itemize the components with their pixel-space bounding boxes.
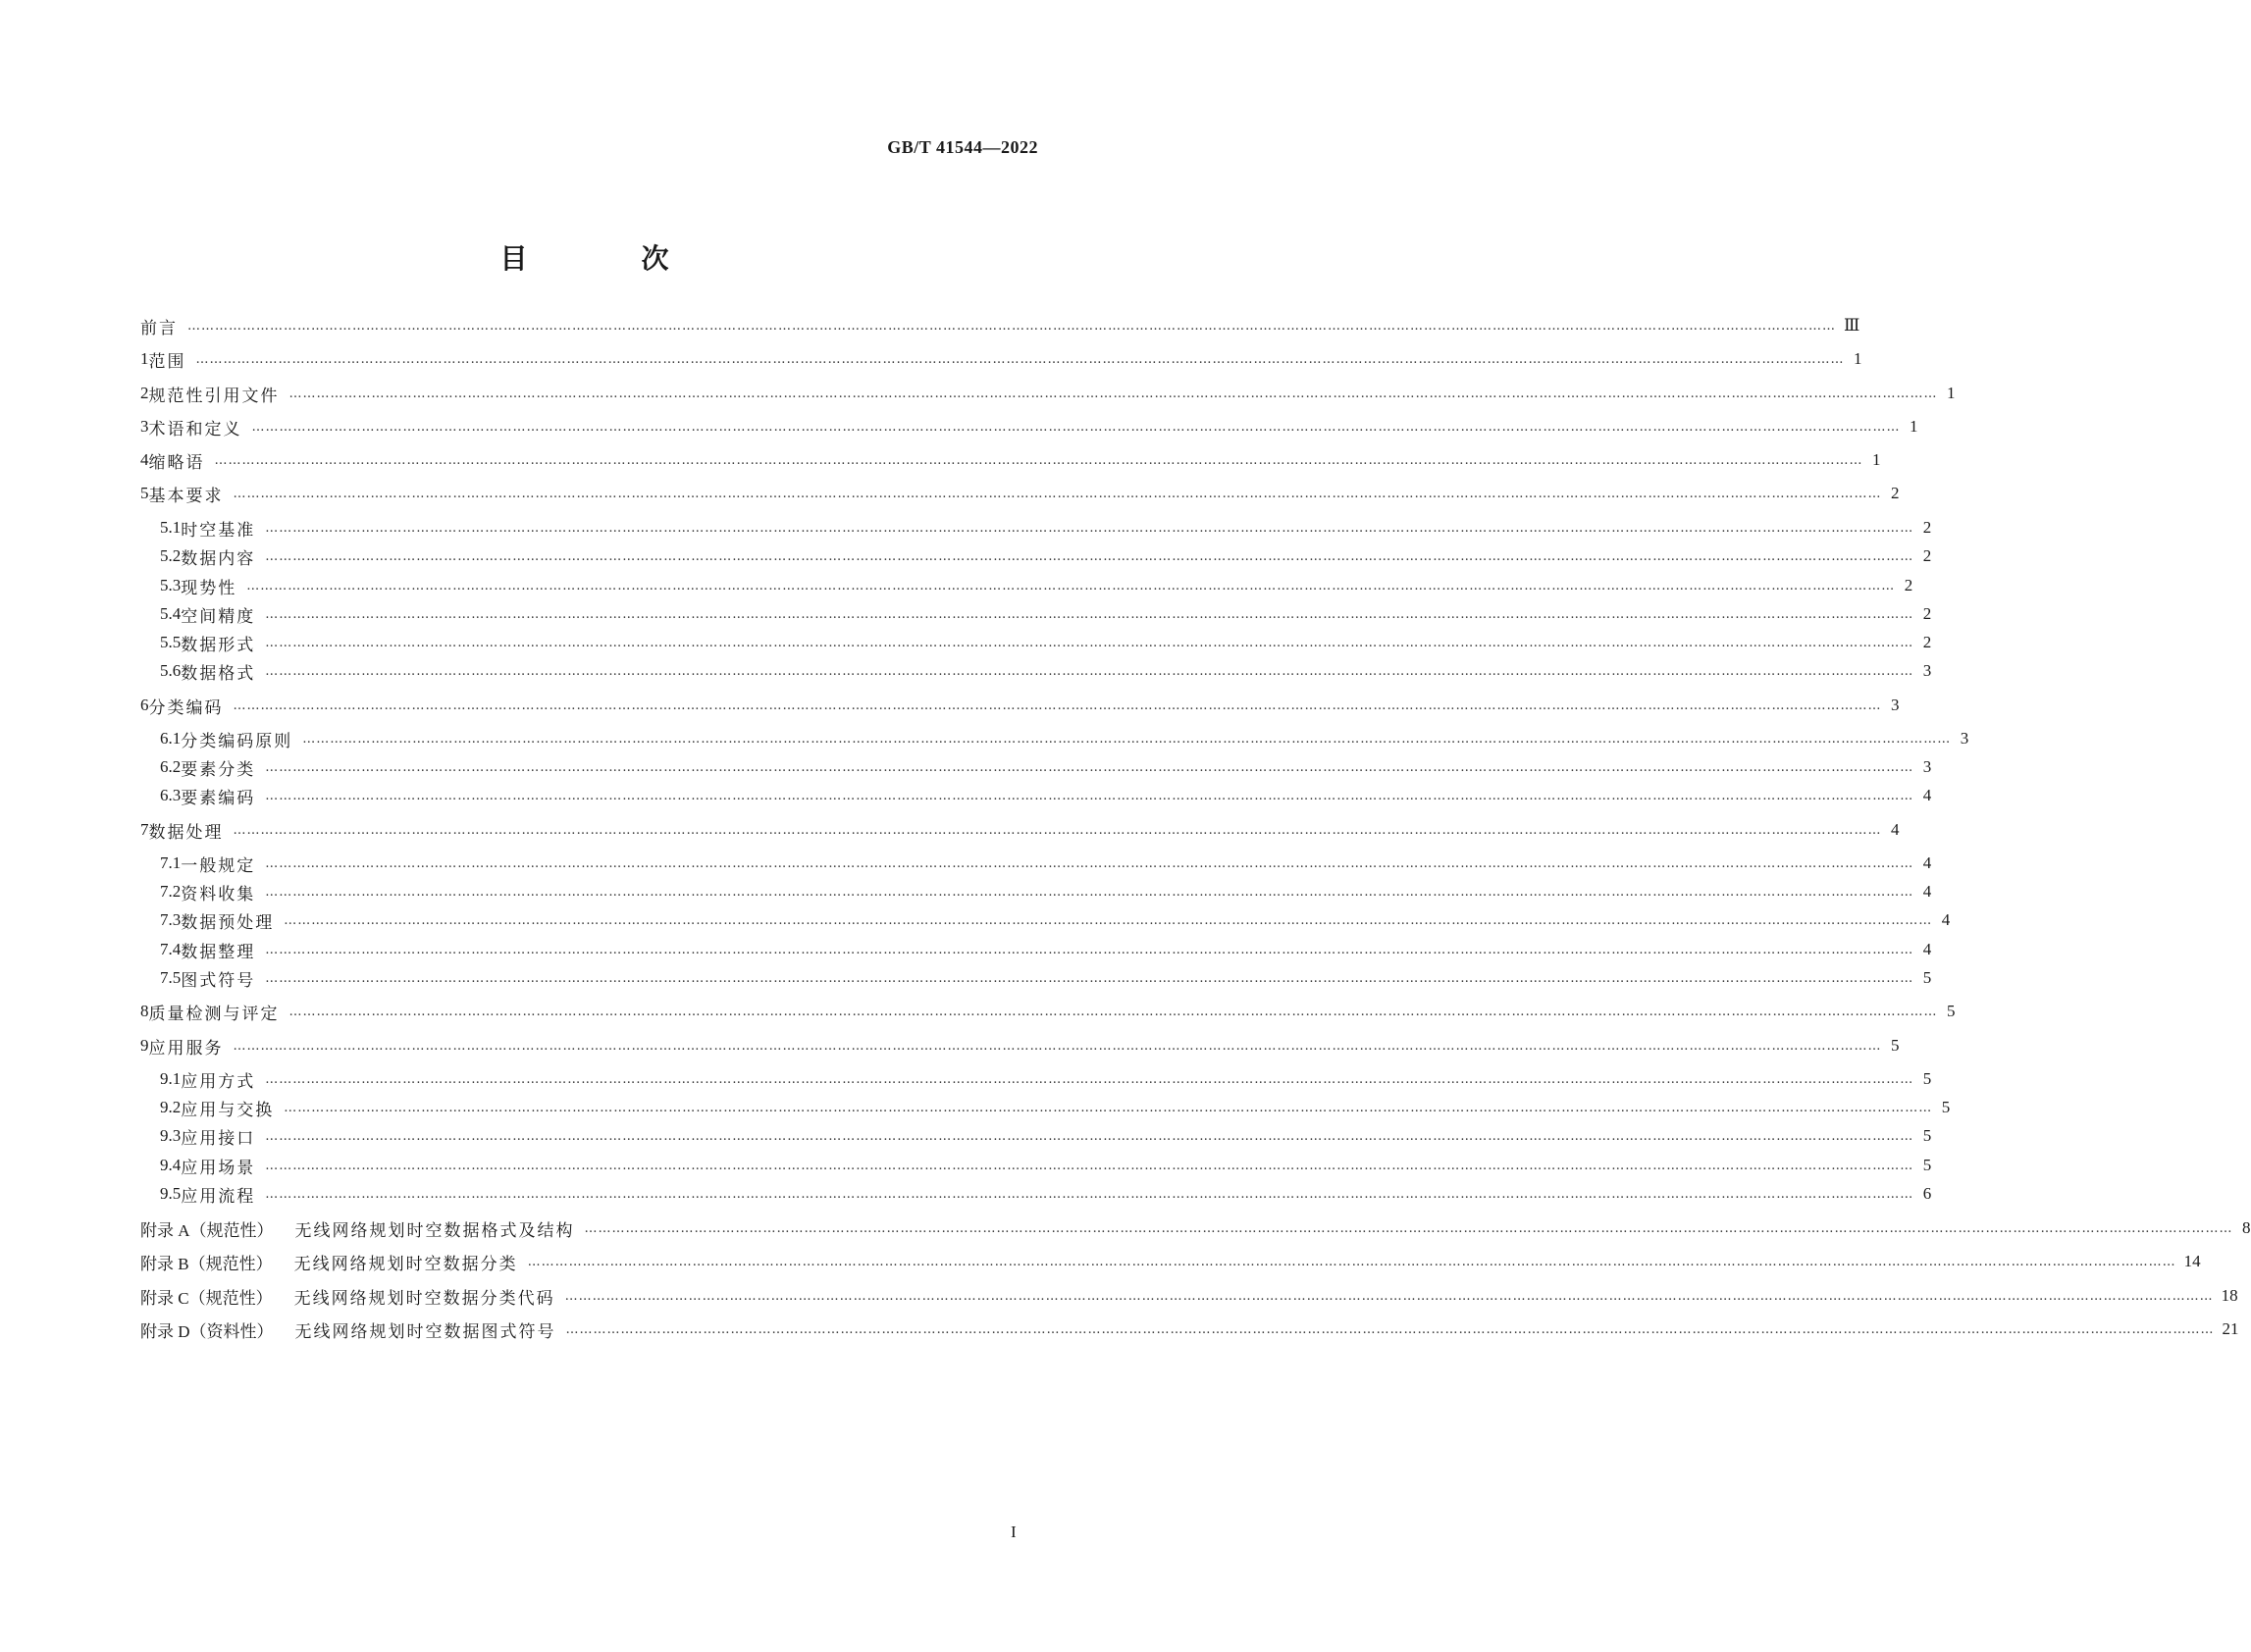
toc-entry-number: 4: [140, 450, 149, 469]
toc-entry-title: 基本要求: [148, 486, 224, 506]
toc-entry-number: 5.4: [160, 604, 182, 623]
toc-entry[interactable]: [160, 1094, 1951, 1121]
toc-entry-title: 一般规定: [181, 855, 256, 876]
toc-entry-number: 5: [140, 484, 149, 502]
dot-leader: ………………………………………………………………………………………………………………………………………………………………………………………………………………………………………………………………………………………………………………………………: [564, 1288, 2214, 1304]
toc-entry[interactable]: [140, 413, 1918, 440]
toc-entry-page: 3: [1922, 661, 1932, 680]
toc-entry-page: 1: [1854, 349, 1862, 368]
toc-entry-title: 应用流程: [181, 1186, 256, 1207]
toc-entry-page: 3: [1891, 696, 1900, 714]
dot-leader: ………………………………………………………………………………………………………………………………………………………………………………………………………………………………………………………………………………………………………………………………: [265, 548, 1914, 564]
toc-entry-number: 附录 D（资料性）: [140, 1321, 274, 1341]
dot-leader: ………………………………………………………………………………………………………………………………………………………………………………………………………………………………………………………………………………………………………………………………: [527, 1254, 2176, 1269]
toc-entry-page: 8: [2242, 1218, 2251, 1237]
toc-entry-title: 要素分类: [181, 759, 256, 780]
toc-entry[interactable]: [160, 964, 1932, 992]
dot-leader: ………………………………………………………………………………………………………………………………………………………………………………………………………………………………………………………………………………………………………………………………: [284, 912, 1933, 928]
toc-entry-number: 1: [140, 349, 149, 368]
toc-entry[interactable]: [160, 1152, 1932, 1179]
toc-entry[interactable]: [160, 753, 1932, 781]
dot-leader: ………………………………………………………………………………………………………………………………………………………………………………………………………………………………………………………………………………………………………………………………: [233, 822, 1882, 838]
toc-entry-number: 7.4: [160, 940, 182, 958]
dot-leader: ………………………………………………………………………………………………………………………………………………………………………………………………………………………………………………………………………………………………………………………………: [265, 1071, 1914, 1087]
toc-entry-page: 2: [1904, 576, 1913, 594]
toc-entry[interactable]: [140, 692, 1900, 719]
toc-entry-page: 21: [2222, 1319, 2239, 1338]
toc-entry-page: 5: [1891, 1036, 1900, 1055]
toc-entry-page: 14: [2183, 1252, 2201, 1270]
toc-entry-number: 5.5: [160, 633, 182, 651]
toc-entry-page: 5: [1922, 968, 1932, 987]
toc-entry-title: 应用接口: [181, 1128, 256, 1149]
toc-entry-title: 分类编码原则: [181, 731, 293, 751]
toc-entry[interactable]: [140, 1032, 1900, 1059]
toc-entry-number: 5.1: [160, 518, 182, 537]
toc-entry-number: 7.2: [160, 882, 182, 901]
dot-leader: ………………………………………………………………………………………………………………………………………………………………………………………………………………………………………………………………………………………………………………………………: [265, 788, 1914, 803]
toc-entry-number: 9.3: [160, 1126, 182, 1145]
dot-leader: ………………………………………………………………………………………………………………………………………………………………………………………………………………………………………………………………………………………………………………………………: [233, 1038, 1882, 1054]
toc-entry-title: 无线网络规划时空数据分类: [293, 1254, 518, 1274]
dot-leader: ………………………………………………………………………………………………………………………………………………………………………………………………………………………………………………………………………………………………………………………………: [233, 486, 1882, 501]
toc-entry[interactable]: [160, 600, 1932, 628]
toc-entry[interactable]: [140, 1248, 2201, 1275]
toc-entry-title: 应用方式: [181, 1071, 256, 1092]
toc-entry-number: 8: [140, 1002, 149, 1020]
toc-entry-page: 4: [1941, 910, 1951, 929]
toc-entry-page: 2: [1922, 604, 1932, 623]
toc-entry-title: 数据整理: [181, 942, 256, 962]
toc-entry-title: 资料收集: [181, 884, 256, 904]
toc-entry-page: 6: [1922, 1184, 1932, 1203]
toc-entry-page: 2: [1891, 484, 1900, 502]
toc-entry[interactable]: [160, 657, 1932, 685]
toc-entry[interactable]: [160, 725, 1969, 752]
toc-entry[interactable]: [140, 1282, 2238, 1310]
toc-entry-title: 空间精度: [181, 606, 256, 627]
toc-entry-page: 2: [1922, 546, 1932, 565]
toc-entry-number: 7.3: [160, 910, 182, 929]
toc-entry-number: 5.6: [160, 661, 182, 680]
toc-entry-title: 分类编码: [148, 697, 224, 718]
toc-entry-title: 应用场景: [181, 1158, 256, 1178]
toc-entry-number: 2: [140, 384, 149, 402]
toc-entry[interactable]: [160, 1122, 1932, 1150]
dot-leader: ………………………………………………………………………………………………………………………………………………………………………………………………………………………………………………………………………………………………………………………………: [265, 884, 1914, 900]
dot-leader: ………………………………………………………………………………………………………………………………………………………………………………………………………………………………………………………………………………………………………………………………: [246, 578, 1896, 594]
dot-leader: ………………………………………………………………………………………………………………………………………………………………………………………………………………………………………………………………………………………………………………………………: [265, 759, 1914, 775]
dot-leader: ………………………………………………………………………………………………………………………………………………………………………………………………………………………………………………………………………………………………………………………………: [265, 855, 1914, 871]
toc-entry-page: 4: [1922, 882, 1932, 901]
toc-entry-number: 6: [140, 696, 149, 714]
dot-leader: ………………………………………………………………………………………………………………………………………………………………………………………………………………………………………………………………………………………………………………………………: [195, 351, 1845, 367]
toc-entry-page: 1: [1872, 450, 1881, 469]
dot-leader: ………………………………………………………………………………………………………………………………………………………………………………………………………………………………………………………………………………………………………………………………: [265, 942, 1914, 957]
toc-entry[interactable]: [140, 345, 1862, 373]
toc-entry-title: 时空基准: [181, 520, 256, 541]
dot-leader: ………………………………………………………………………………………………………………………………………………………………………………………………………………………………………………………………………………………………………………………………: [265, 1158, 1914, 1173]
toc-entry-number: 附录 C（规范性）: [140, 1288, 273, 1308]
dot-leader: ………………………………………………………………………………………………………………………………………………………………………………………………………………………………………………………………………………………………………………………………: [565, 1321, 2215, 1337]
toc-entry-number: 9.5: [160, 1184, 182, 1203]
toc-entry-title: 数据处理: [148, 822, 224, 843]
toc-entry-title: 数据内容: [181, 548, 256, 569]
toc-entry-page: 2: [1922, 518, 1932, 537]
toc-entry-page: 1: [1947, 384, 1956, 402]
toc-entry[interactable]: [140, 480, 1900, 507]
toc-entry[interactable]: [140, 1214, 2251, 1242]
toc-entry-page: 5: [1922, 1156, 1932, 1174]
toc-entry-title: 规范性引用文件: [148, 386, 280, 406]
toc-entry[interactable]: [160, 782, 1932, 809]
toc-title: 目 次: [499, 242, 712, 275]
toc-entry[interactable]: [140, 998, 1956, 1025]
toc-entry-page: Ⅲ: [1844, 316, 1860, 335]
toc-entry-page: 5: [1941, 1098, 1951, 1116]
toc-entry-page: 5: [1922, 1069, 1932, 1088]
standard-code: GB/T 41544—2022: [887, 137, 1038, 157]
toc-entry-page: 2: [1922, 633, 1932, 651]
dot-leader: ………………………………………………………………………………………………………………………………………………………………………………………………………………………………………………………………………………………………………………………………: [288, 386, 1938, 401]
toc-entry-number: 9.2: [160, 1098, 182, 1116]
toc-entry-title: 无线网络规划时空数据分类代码: [293, 1288, 555, 1309]
dot-leader: ………………………………………………………………………………………………………………………………………………………………………………………………………………………………………………………………………………………………………………………………: [265, 1186, 1914, 1202]
toc-entry-title: 缩略语: [148, 452, 205, 473]
toc-entry-page: 4: [1922, 940, 1932, 958]
dot-leader: ………………………………………………………………………………………………………………………………………………………………………………………………………………………………………………………………………………………………………………………………: [265, 1128, 1914, 1144]
toc-entry[interactable]: [160, 572, 1913, 599]
toc-entry-page: 3: [1922, 757, 1932, 776]
toc-entry-number: 9: [140, 1036, 149, 1055]
toc-entry-number: 9.4: [160, 1156, 182, 1174]
dot-leader: ………………………………………………………………………………………………………………………………………………………………………………………………………………………………………………………………………………………………………………………………: [302, 731, 1952, 747]
toc-entry-page: 4: [1922, 853, 1932, 872]
dot-leader: ………………………………………………………………………………………………………………………………………………………………………………………………………………………………………………………………………………………………………………………………: [233, 697, 1882, 713]
dot-leader: ………………………………………………………………………………………………………………………………………………………………………………………………………………………………………………………………………………………………………………………………: [265, 663, 1914, 679]
dot-leader: ………………………………………………………………………………………………………………………………………………………………………………………………………………………………………………………………………………………………………………………………: [265, 635, 1914, 650]
toc-entry[interactable]: [160, 514, 1932, 542]
toc-entry-title: 无线网络规划时空数据格式及结构: [294, 1220, 575, 1241]
toc-entry-number: 7.5: [160, 968, 182, 987]
toc-entry-page: 1: [1910, 417, 1918, 436]
toc-entry-number: 5.2: [160, 546, 182, 565]
toc-entry-number: 附录 A（规范性）: [140, 1220, 274, 1240]
toc-entry-number: 6.3: [160, 786, 182, 804]
dot-leader: ………………………………………………………………………………………………………………………………………………………………………………………………………………………………………………………………………………………………………………………………: [584, 1220, 2233, 1236]
dot-leader: ………………………………………………………………………………………………………………………………………………………………………………………………………………………………………………………………………………………………………………………………: [214, 452, 1863, 468]
toc-entry-page: 18: [2221, 1286, 2238, 1305]
toc-entry-number: 5.3: [160, 576, 182, 594]
toc-entry-page: 3: [1960, 729, 1969, 748]
toc-entry-title: 应用与交换: [181, 1100, 275, 1120]
toc-entry[interactable]: [160, 850, 1932, 877]
toc-entry[interactable]: [140, 1316, 2239, 1343]
dot-leader: ………………………………………………………………………………………………………………………………………………………………………………………………………………………………………………………………………………………………………………………………: [251, 419, 1901, 435]
toc-entry-number: 7: [140, 820, 149, 839]
toc-entry-title: 现势性: [181, 578, 237, 598]
toc-entry-title: 应用服务: [148, 1038, 224, 1058]
toc-entry-page: 5: [1922, 1126, 1932, 1145]
dot-leader: ………………………………………………………………………………………………………………………………………………………………………………………………………………………………………………………………………………………………………………………………: [265, 970, 1914, 986]
toc-entry-number: 6.2: [160, 757, 182, 776]
toc-entry-title: 前言: [140, 318, 178, 338]
dot-leader: ………………………………………………………………………………………………………………………………………………………………………………………………………………………………………………………………………………………………………………………………: [265, 520, 1914, 536]
toc-entry-title: 图式符号: [181, 970, 256, 991]
dot-leader: ………………………………………………………………………………………………………………………………………………………………………………………………………………………………………………………………………………………………………………………………: [187, 318, 1836, 334]
toc-entry-number: 3: [140, 417, 149, 436]
dot-leader: ………………………………………………………………………………………………………………………………………………………………………………………………………………………………………………………………………………………………………………………………: [288, 1004, 1938, 1019]
toc-entry-page: 4: [1891, 820, 1900, 839]
toc-entry-title: 无线网络规划时空数据图式符号: [294, 1321, 556, 1342]
toc-entry[interactable]: [160, 629, 1932, 656]
toc-entry[interactable]: [160, 1180, 1932, 1208]
dot-leader: ………………………………………………………………………………………………………………………………………………………………………………………………………………………………………………………………………………………………………………………………: [284, 1100, 1933, 1115]
toc-entry[interactable]: [160, 906, 1951, 934]
toc-entry-title: 数据预处理: [181, 912, 275, 933]
toc-entry[interactable]: [160, 878, 1932, 905]
toc-entry[interactable]: [160, 542, 1932, 570]
toc-entry-title: 质量检测与评定: [148, 1004, 280, 1024]
toc-entry[interactable]: [140, 312, 1860, 339]
toc-entry-title: 范围: [148, 351, 186, 372]
toc-entry-page: 4: [1922, 786, 1932, 804]
toc-entry[interactable]: [140, 380, 1956, 407]
toc-entry-number: 附录 B（规范性）: [140, 1254, 273, 1273]
page-number: I: [1011, 1523, 1017, 1541]
toc-entry[interactable]: [160, 1065, 1932, 1093]
toc-entry-title: 术语和定义: [148, 419, 242, 439]
toc-entry-title: 数据形式: [181, 635, 256, 655]
toc-entry-number: 9.1: [160, 1069, 182, 1088]
toc-entry[interactable]: [140, 446, 1881, 474]
dot-leader: ………………………………………………………………………………………………………………………………………………………………………………………………………………………………………………………………………………………………………………………………: [265, 606, 1914, 622]
toc-entry[interactable]: [140, 816, 1900, 844]
toc-entry-title: 数据格式: [181, 663, 256, 684]
toc-entry-title: 要素编码: [181, 788, 256, 808]
toc-entry-page: 5: [1947, 1002, 1956, 1020]
toc-entry[interactable]: [160, 936, 1932, 963]
toc-entry-number: 7.1: [160, 853, 182, 872]
toc-entry-number: 6.1: [160, 729, 182, 748]
